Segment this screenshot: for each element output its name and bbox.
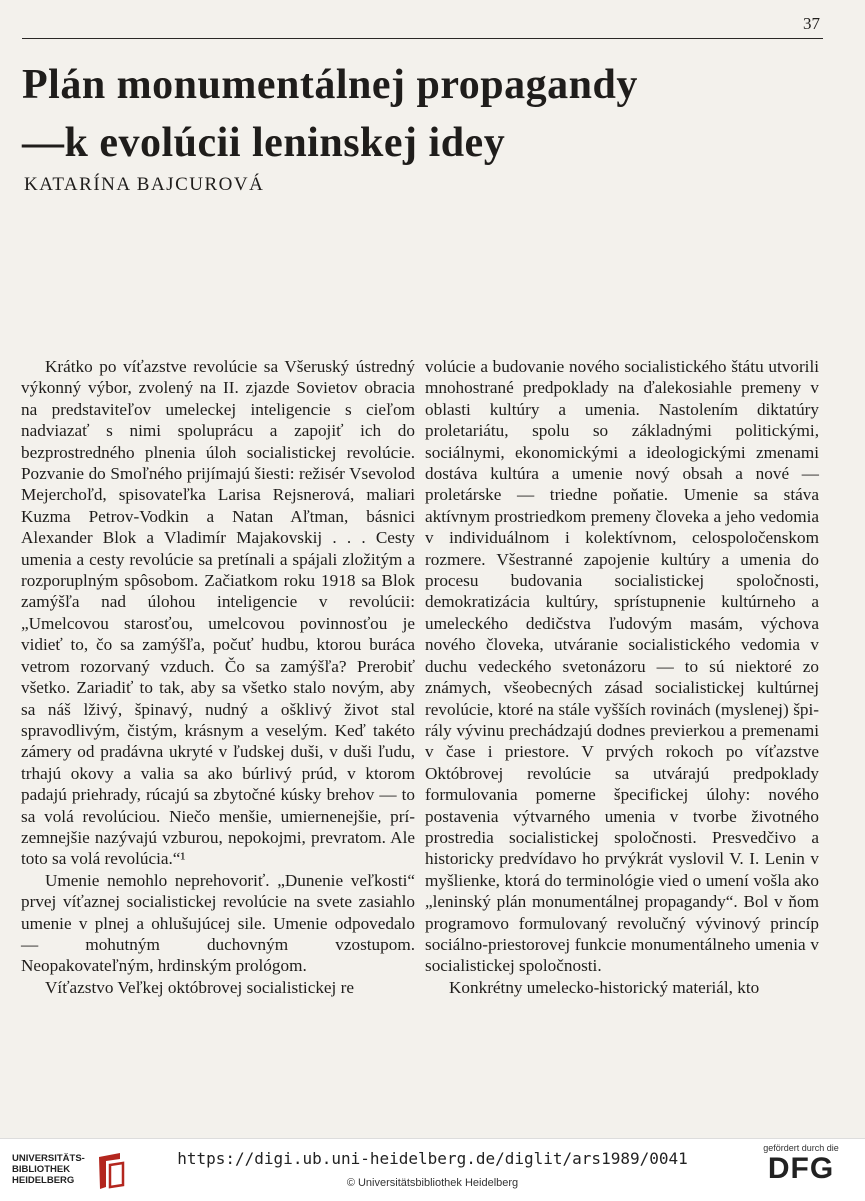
copyright-notice: © Universitätsbibliothek Heidelberg	[346, 1177, 519, 1189]
paragraph: Umenie nemohlo neprehovoriť. „Dunenie veľkosti“ prvej víťaznej socialistickej revolúcie na svete zasiahlo umenie v plnej a ohlušujúcej sile. Umenie odpovedalo — mohutným duchovným vzostupom. Neopakovateľným, hrdinským prológom.	[21, 870, 415, 976]
library-name-line: HEIDELBERG	[12, 1175, 75, 1186]
paragraph: Víťazstvo Veľkej októbrovej socialistickej re	[45, 977, 354, 997]
document-url[interactable]: https://digi.ub.uni-heidelberg.de/diglit/ars1989/0041	[177, 1149, 688, 1168]
dfg-logo: DFG	[767, 1152, 835, 1185]
dfg-caption: gefördert durch die	[763, 1143, 839, 1153]
left-column	[21, 356, 415, 998]
footer-bar	[0, 1138, 865, 1201]
right-column	[425, 356, 819, 998]
author-name: KATARÍNA BAJCUROVÁ	[24, 174, 265, 195]
top-rule	[22, 38, 823, 39]
page-number: 37	[803, 14, 820, 33]
paragraph: volúcie a budovanie nového socialistického štátu utvorili mnohostrané predpoklady na ďalekosiahle premeny v oblasti kultúry a umenia. Nastolením diktatúry proletariátu, spolu so základnými politickými, sociálnymi, ekonomickými a ideologickými zmenami dostáva kultúra a umenie nový obsah a nové — proletárske — triedne poňatie. Umenie sa stáva aktívnym prostriedkom premeny človeka a jeho vedomia v individuálnom i kolektívnom, celospoločenskom rozmere. Všestranné zapojenie kultúry a umenia do procesu budovania socialistickej spoločnosti, demokratizácia kultúry, sprístupnenie kultúrneho a umeleckého dedičstva ľudovým masám, výchova nového človeka, utváranie socialistického vedomia v duchu vedeckého svetonázoru — to sú niektoré zo známych, všeobecných zásad socialistickej kultúrnej revolúcie, ktoré na stále vyšších rovinách (myslenej) špirály vývinu prechádzajú dodnes previerkou a premenami v čase i priestore. V prvých rokoch po víťazstve Októbrovej revolúcie sa utvárajú predpoklady formulovania pomerne špecifickej úlohy: nového postavenia výtvarného umenia v tvorbe životného prostredia socialistickej spoločnosti. Presvedčivo a historicky predvídavo ho prvýkrát vyslovil V. I. Lenin v myšlienke, ktorá do terminológie vied o umení vošla ako „leninský plán monumentálnej propagandy“. Bol v ňom programovo formulovaný revolučný vývinový princíp sociálno-priestorovej funkcie monumentálneho umenia v socialistickej spoločnosti.	[425, 357, 819, 976]
dfg-badge[interactable]	[751, 1143, 851, 1185]
library-name-line: UNIVERSITÄTS-	[12, 1153, 85, 1164]
paragraph: Krátko po víťazstve revolúcie sa Všeruský ústredný výkonný výbor, zvolený na II. zjazde Sovietov obracia na predstaviteľov umeleckej inteligencie s cieľom nadviazať s nimi spoluprácu a zapojiť ich do bezprostredného plnenia úloh socialistickej revolúcie. Pozvanie do Smoľného prijímajú šiesti: režisér Vsevolod Mejerchoľd, spisovateľka Larisa Rejsnerová, maliari Kuzma Petrov-Vodkin a Natan Aľtman, básnici Alexander Blok a Vladimír Majakovskij . . . Cesty umenia a cesty revolúcie sa pretínali a spájali zložitým a rozporuplným spôsobom. Začiatkom roku 1918 sa Blok zamýšľa nad úlohou inteligencie v revolúcii: „Umelcovou starosťou, umelcovou povinnosťou je vidieť to, čo sa zamýšľa, počuť hudbu, ktorou buráca vetrom rozorvaný vzduch. Čo sa zamýšľa? Prerobiť všetko. Zariadiť to tak, aby sa všetko stalo novým, aby sa náš lživý, špinavý, nudný a ošklivý život stal spravodlivým, čistým, krásnym a veselým. Keď takéto zámery od pradávna ukryté v ľudskej duši, v duši ľudu, trhajú okovy a valia sa ako búrlivý prúd, v ktorom padajú priehrady, rúcajú sa zbytočné kúsky brehov — to sa volá revolúciou. Niečo menšie, umiernenejšie, prízemnejšie nazývajú vzburou, nepokojmi, prevratom. Ale toto sa volá revolúcia.“¹	[21, 357, 415, 869]
article-title	[22, 56, 638, 172]
title-line: —k evolúcii leninskej idey	[22, 120, 506, 166]
paragraph: Konkrétny umelecko-historický materiál, kto	[449, 977, 760, 997]
library-name-line: BIBLIOTHEK	[12, 1164, 71, 1175]
title-line: Plán monumentálnej propagandy	[22, 62, 638, 108]
